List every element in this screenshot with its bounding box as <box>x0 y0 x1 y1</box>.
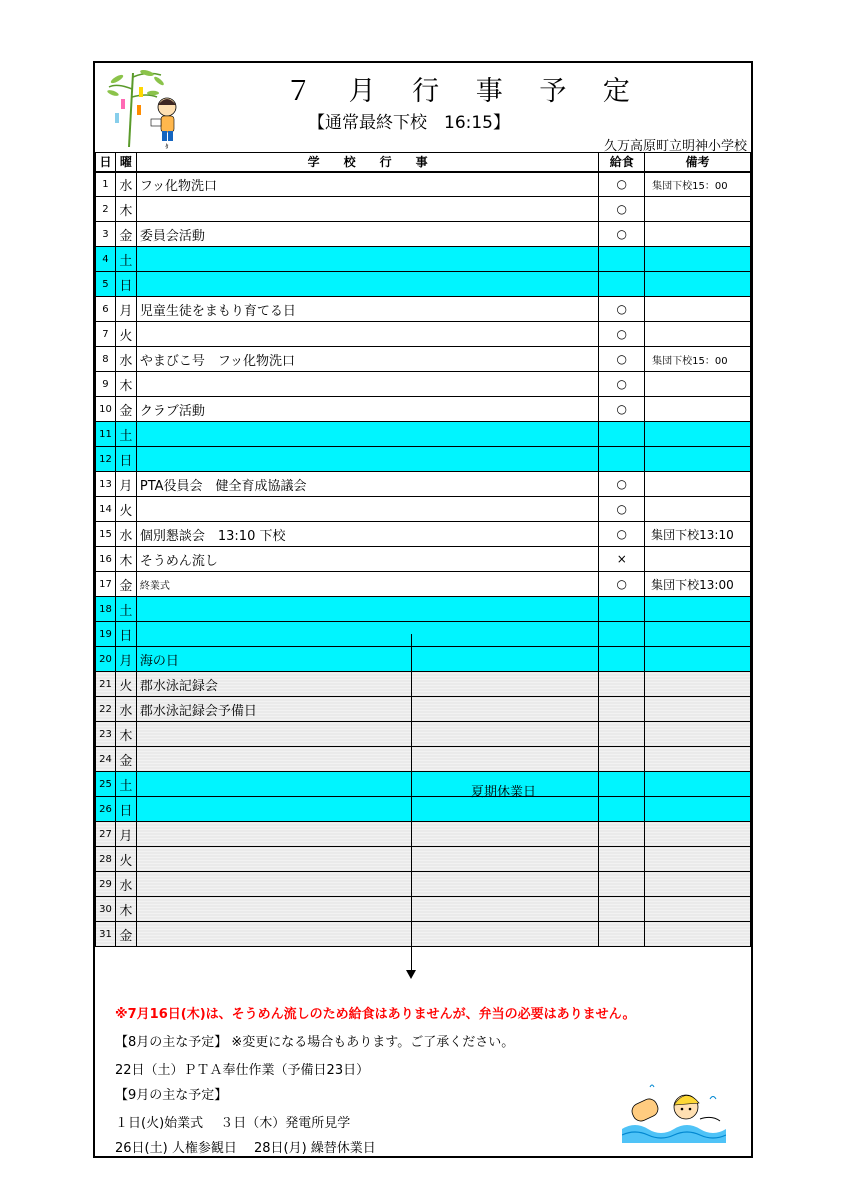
weekday-cell: 火 <box>115 847 136 872</box>
meal-cell: ○ <box>599 397 645 422</box>
meal-cell <box>599 647 645 672</box>
meal-cell: × <box>599 547 645 572</box>
weekday-cell: 水 <box>115 172 136 197</box>
table-row <box>96 597 751 622</box>
day-cell: 24 <box>96 747 116 772</box>
table-row <box>96 222 751 247</box>
event-cell <box>136 447 598 472</box>
day-cell: 5 <box>96 272 116 297</box>
event-cell <box>136 747 598 772</box>
weekday-cell: 金 <box>115 747 136 772</box>
weekday-cell: 水 <box>115 347 136 372</box>
day-cell: 14 <box>96 497 116 522</box>
table-row <box>96 897 751 922</box>
weekday-cell: 金 <box>115 222 136 247</box>
note-cell <box>645 922 751 947</box>
event-cell <box>136 847 598 872</box>
note-cell <box>645 372 751 397</box>
weekday-cell: 火 <box>115 672 136 697</box>
note-cell <box>645 672 751 697</box>
note-cell <box>645 722 751 747</box>
table-row <box>96 747 751 772</box>
table-row <box>96 697 751 722</box>
weekday-cell: 日 <box>115 272 136 297</box>
day-cell: 19 <box>96 622 116 647</box>
september-item-1: １日(火)始業式 ３日（木）発電所見学 <box>115 1116 351 1131</box>
tanabata-boy-illustration <box>107 67 187 149</box>
day-cell: 2 <box>96 197 116 222</box>
weekday-cell: 土 <box>115 422 136 447</box>
weekday-cell: 水 <box>115 522 136 547</box>
weekday-cell: 木 <box>115 897 136 922</box>
day-cell: 23 <box>96 722 116 747</box>
event-cell: 郡水泳記録会 <box>136 672 598 697</box>
page-title: ７ 月 行 事 予 定 <box>285 76 644 107</box>
page-subtitle: 【通常最終下校 16:15】 <box>308 113 510 133</box>
day-cell: 9 <box>96 372 116 397</box>
table-row <box>96 647 751 672</box>
weekday-cell: 月 <box>115 297 136 322</box>
note-cell <box>645 197 751 222</box>
september-item-2: 26日(土) 人権参観日 28日(月) 繰替休業日 <box>115 1141 376 1156</box>
notes-section <box>95 986 751 1156</box>
note-cell <box>645 622 751 647</box>
note-cell <box>645 772 751 797</box>
day-cell: 13 <box>96 472 116 497</box>
day-cell: 20 <box>96 647 116 672</box>
meal-cell <box>599 772 645 797</box>
day-cell: 6 <box>96 297 116 322</box>
weekday-cell: 月 <box>115 472 136 497</box>
meal-cell <box>599 822 645 847</box>
col-header-weekday: 曜 <box>115 153 136 172</box>
event-cell: 海の日 <box>136 647 598 672</box>
meal-cell <box>599 697 645 722</box>
day-cell: 18 <box>96 597 116 622</box>
note-cell <box>645 247 751 272</box>
weekday-cell: 土 <box>115 597 136 622</box>
note-cell <box>645 697 751 722</box>
school-name: 久万高原町立明神小学校 <box>603 139 747 154</box>
lunch-warning: ※7月16日(木)は、そうめん流しのため給食はありませんが、弁当の必要はありません。 <box>115 1007 636 1022</box>
table-row <box>96 197 751 222</box>
weekday-cell: 土 <box>115 772 136 797</box>
table-row <box>96 847 751 872</box>
table-row <box>96 722 751 747</box>
table-row <box>96 872 751 897</box>
event-cell: 委員会活動 <box>136 222 598 247</box>
col-header-note: 備考 <box>645 153 751 172</box>
note-cell <box>645 322 751 347</box>
event-cell <box>136 197 598 222</box>
day-cell: 4 <box>96 247 116 272</box>
weekday-cell: 日 <box>115 622 136 647</box>
event-cell <box>136 422 598 447</box>
weekday-cell: 月 <box>115 647 136 672</box>
meal-cell: ○ <box>599 297 645 322</box>
table-row <box>96 522 751 547</box>
weekday-cell: 木 <box>115 197 136 222</box>
meal-cell <box>599 597 645 622</box>
table-row <box>96 322 751 347</box>
day-cell: 3 <box>96 222 116 247</box>
day-cell: 25 <box>96 772 116 797</box>
note-cell: 集団下校13:00 <box>645 572 751 597</box>
meal-cell <box>599 722 645 747</box>
meal-cell <box>599 247 645 272</box>
event-cell: やまびこ号 フッ化物洗口 <box>136 347 598 372</box>
event-cell <box>136 247 598 272</box>
weekday-cell: 日 <box>115 447 136 472</box>
meal-cell: ○ <box>599 222 645 247</box>
note-cell: 集団下校15：00 <box>645 347 751 372</box>
event-cell: クラブ活動 <box>136 397 598 422</box>
day-cell: 15 <box>96 522 116 547</box>
note-cell <box>645 797 751 822</box>
meal-cell <box>599 672 645 697</box>
table-row <box>96 497 751 522</box>
meal-cell: ○ <box>599 472 645 497</box>
event-cell <box>136 797 598 822</box>
weekday-cell: 木 <box>115 372 136 397</box>
meal-cell <box>599 422 645 447</box>
event-cell <box>136 372 598 397</box>
weekday-cell: 火 <box>115 497 136 522</box>
weekday-cell: 木 <box>115 547 136 572</box>
event-cell <box>136 597 598 622</box>
weekday-cell: 火 <box>115 322 136 347</box>
day-cell: 7 <box>96 322 116 347</box>
table-row <box>96 772 751 797</box>
table-row <box>96 472 751 497</box>
table-row <box>96 247 751 272</box>
weekday-cell: 木 <box>115 722 136 747</box>
weekday-cell: 金 <box>115 922 136 947</box>
weekday-cell: 日 <box>115 797 136 822</box>
meal-cell <box>599 622 645 647</box>
note-cell: 集団下校15：00 <box>645 172 751 197</box>
note-cell <box>645 897 751 922</box>
day-cell: 29 <box>96 872 116 897</box>
meal-cell: ○ <box>599 572 645 597</box>
meal-cell <box>599 872 645 897</box>
day-cell: 16 <box>96 547 116 572</box>
swimming-child-illustration <box>622 1081 726 1143</box>
day-cell: 12 <box>96 447 116 472</box>
event-cell: 児童生徒をまもり育てる日 <box>136 297 598 322</box>
meal-cell <box>599 747 645 772</box>
table-row <box>96 372 751 397</box>
meal-cell <box>599 847 645 872</box>
table-row <box>96 347 751 372</box>
note-cell <box>645 397 751 422</box>
event-cell: フッ化物洗口 <box>136 172 598 197</box>
arrow-down-icon <box>406 970 416 979</box>
day-cell: 1 <box>96 172 116 197</box>
table-row <box>96 822 751 847</box>
event-cell <box>136 822 598 847</box>
table-row <box>96 172 751 197</box>
meal-cell: ○ <box>599 522 645 547</box>
note-cell <box>645 847 751 872</box>
col-header-meal: 給食 <box>599 153 645 172</box>
meal-cell: ○ <box>599 322 645 347</box>
note-cell <box>645 272 751 297</box>
weekday-cell: 月 <box>115 822 136 847</box>
summer-vacation-label: 夏期休業日 <box>471 785 537 800</box>
meal-cell: ○ <box>599 347 645 372</box>
day-cell: 8 <box>96 347 116 372</box>
note-cell <box>645 747 751 772</box>
note-cell <box>645 597 751 622</box>
day-cell: 31 <box>96 922 116 947</box>
note-cell <box>645 297 751 322</box>
august-heading: 【8月の主な予定】 ※変更になる場合もあります。ご了承ください。 <box>115 1035 515 1050</box>
event-cell <box>136 722 598 747</box>
meal-cell <box>599 797 645 822</box>
table-row <box>96 447 751 472</box>
note-cell <box>645 472 751 497</box>
schedule-sheet <box>93 61 753 1158</box>
note-cell <box>645 647 751 672</box>
event-cell: 終業式 <box>136 572 598 597</box>
august-item: 22日（土）ＰＴＡ奉仕作業（予備日23日） <box>115 1063 370 1078</box>
event-cell: そうめん流し <box>136 547 598 572</box>
note-cell <box>645 422 751 447</box>
note-cell <box>645 547 751 572</box>
meal-cell: ○ <box>599 172 645 197</box>
table-row <box>96 547 751 572</box>
event-cell <box>136 272 598 297</box>
col-header-event: 学 校 行 事 <box>136 153 598 172</box>
day-cell: 17 <box>96 572 116 597</box>
note-cell <box>645 872 751 897</box>
col-header-day: 日 <box>96 153 116 172</box>
illustration-caption: ﾀ <box>165 143 169 149</box>
schedule-table <box>95 152 751 947</box>
day-cell: 22 <box>96 697 116 722</box>
event-cell <box>136 322 598 347</box>
day-cell: 11 <box>96 422 116 447</box>
meal-cell: ○ <box>599 197 645 222</box>
meal-cell <box>599 272 645 297</box>
day-cell: 26 <box>96 797 116 822</box>
day-cell: 28 <box>96 847 116 872</box>
note-cell <box>645 497 751 522</box>
meal-cell <box>599 922 645 947</box>
table-row <box>96 622 751 647</box>
weekday-cell: 金 <box>115 572 136 597</box>
table-row <box>96 922 751 947</box>
day-cell: 21 <box>96 672 116 697</box>
weekday-cell: 水 <box>115 697 136 722</box>
weekday-cell: 水 <box>115 872 136 897</box>
table-row <box>96 397 751 422</box>
table-row <box>96 272 751 297</box>
note-cell <box>645 822 751 847</box>
event-cell: 郡水泳記録会予備日 <box>136 697 598 722</box>
meal-cell <box>599 447 645 472</box>
table-row <box>96 297 751 322</box>
header <box>95 63 751 153</box>
event-cell: 個別懇談会 13:10 下校 <box>136 522 598 547</box>
event-cell <box>136 872 598 897</box>
event-cell <box>136 897 598 922</box>
day-cell: 10 <box>96 397 116 422</box>
september-heading: 【9月の主な予定】 <box>115 1088 228 1103</box>
note-cell <box>645 222 751 247</box>
event-cell <box>136 622 598 647</box>
weekday-cell: 金 <box>115 397 136 422</box>
day-cell: 30 <box>96 897 116 922</box>
table-row <box>96 672 751 697</box>
meal-cell: ○ <box>599 497 645 522</box>
meal-cell <box>599 897 645 922</box>
event-cell <box>136 922 598 947</box>
event-cell: PTA役員会 健全育成協議会 <box>136 472 598 497</box>
note-cell: 集団下校13:10 <box>645 522 751 547</box>
summer-arrow-line <box>411 634 412 973</box>
note-cell <box>645 447 751 472</box>
day-cell: 27 <box>96 822 116 847</box>
table-row <box>96 572 751 597</box>
table-row <box>96 422 751 447</box>
table-row <box>96 797 751 822</box>
weekday-cell: 土 <box>115 247 136 272</box>
event-cell <box>136 497 598 522</box>
meal-cell: ○ <box>599 372 645 397</box>
